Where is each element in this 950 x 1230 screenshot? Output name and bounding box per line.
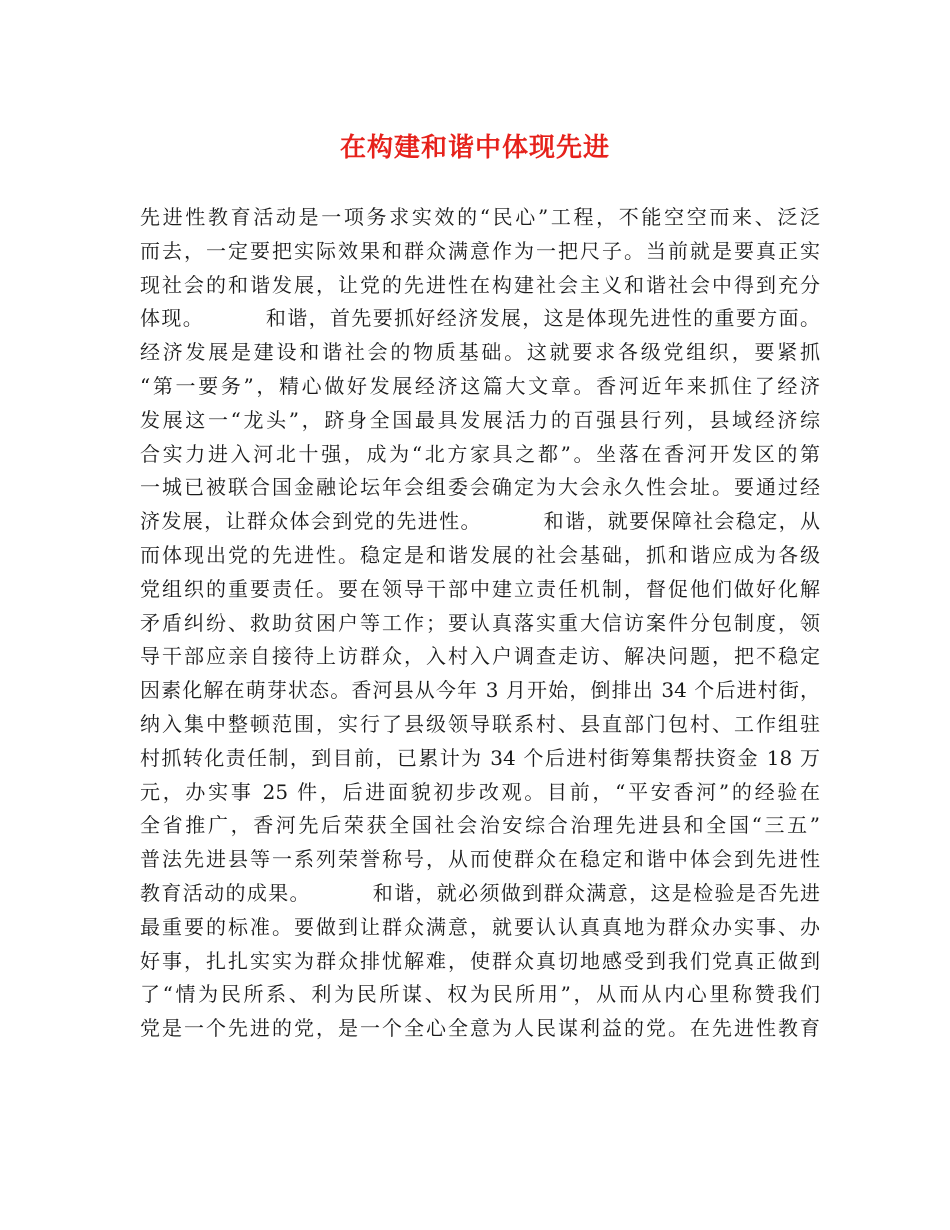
body-line: 因素化解在萌芽状态。香河县从今年 3 月开始，倒排出 34 个后进村街，: [140, 678, 820, 703]
body-line: 而体现出党的先进性。稳定是和谐发展的社会基础，抓和谐应成为各级: [140, 542, 820, 567]
body-line: 普法先进县等一系列荣誉称号，从而使群众在稳定和谐中体会到先进性: [140, 847, 820, 872]
body-line: 了“情为民所系、利为民所谋、权为民所用”，从而从内心里称赞我们: [140, 982, 820, 1007]
body-line: 体现。 和谐，首先要抓好经济发展，这是体现先进性的重要方面。: [140, 306, 820, 331]
body-line: 经济发展是建设和谐社会的物质基础。这就要求各级党组织，要紧抓: [140, 340, 820, 365]
body-line: 发展这一“龙头”，跻身全国最具发展活力的百强县行列，县域经济综: [140, 407, 820, 432]
body-line: 合实力进入河北十强，成为“北方家具之都”。坐落在香河开发区的第: [140, 441, 820, 466]
body-line: 全省推广，香河先后荣获全国社会治安综合治理先进县和全国“三五”: [140, 813, 820, 838]
body-line: 先进性教育活动是一项务求实效的“民心”工程，不能空空而来、泛泛: [140, 205, 820, 229]
body-line: 现社会的和谐发展，让党的先进性在构建社会主义和谐社会中得到充分: [140, 272, 820, 297]
body-line: 党是一个先进的党，是一个全心全意为人民谋利益的党。在先进性教育: [140, 1016, 820, 1041]
body-line: “第一要务”，精心做好发展经济这篇大文章。香河近年来抓住了经济: [140, 373, 820, 398]
body-line: 最重要的标准。要做到让群众满意，就要认认真真地为群众办实事、办: [140, 914, 820, 939]
body-line: 导干部应亲自接待上访群众，入村入户调查走访、解决问题，把不稳定: [140, 644, 820, 669]
document-body: [140, 201, 820, 1046]
body-line: 好事，扎扎实实为群众排忧解难，使群众真切地感受到我们党真正做到: [140, 948, 820, 973]
body-line: 村抓转化责任制，到目前，已累计为 34 个后进村街筹集帮扶资金 18 万: [140, 745, 820, 770]
body-line: 纳入集中整顿范围，实行了县级领导联系村、县直部门包村、工作组驻: [140, 711, 820, 736]
body-line: 济发展，让群众体会到党的先进性。 和谐，就要保障社会稳定，从: [140, 509, 820, 534]
document-title: 在构建和谐中体现先进: [339, 133, 610, 163]
body-line: 教育活动的成果。 和谐，就必须做到群众满意，这是检验是否先进: [140, 880, 820, 905]
body-line: 元，办实事 25 件，后进面貌初步改观。目前，“平安香河”的经验在: [140, 779, 820, 804]
body-line: 而去，一定要把实际效果和群众满意作为一把尺子。当前就是要真正实: [140, 238, 820, 263]
body-line: 党组织的重要责任。要在领导干部中建立责任机制，督促他们做好化解: [140, 576, 820, 601]
body-line: 一城已被联合国金融论坛年会组委会确定为大会永久性会址。要通过经: [140, 475, 820, 500]
body-line: 矛盾纠纷、救助贫困户等工作；要认真落实重大信访案件分包制度，领: [140, 610, 820, 635]
